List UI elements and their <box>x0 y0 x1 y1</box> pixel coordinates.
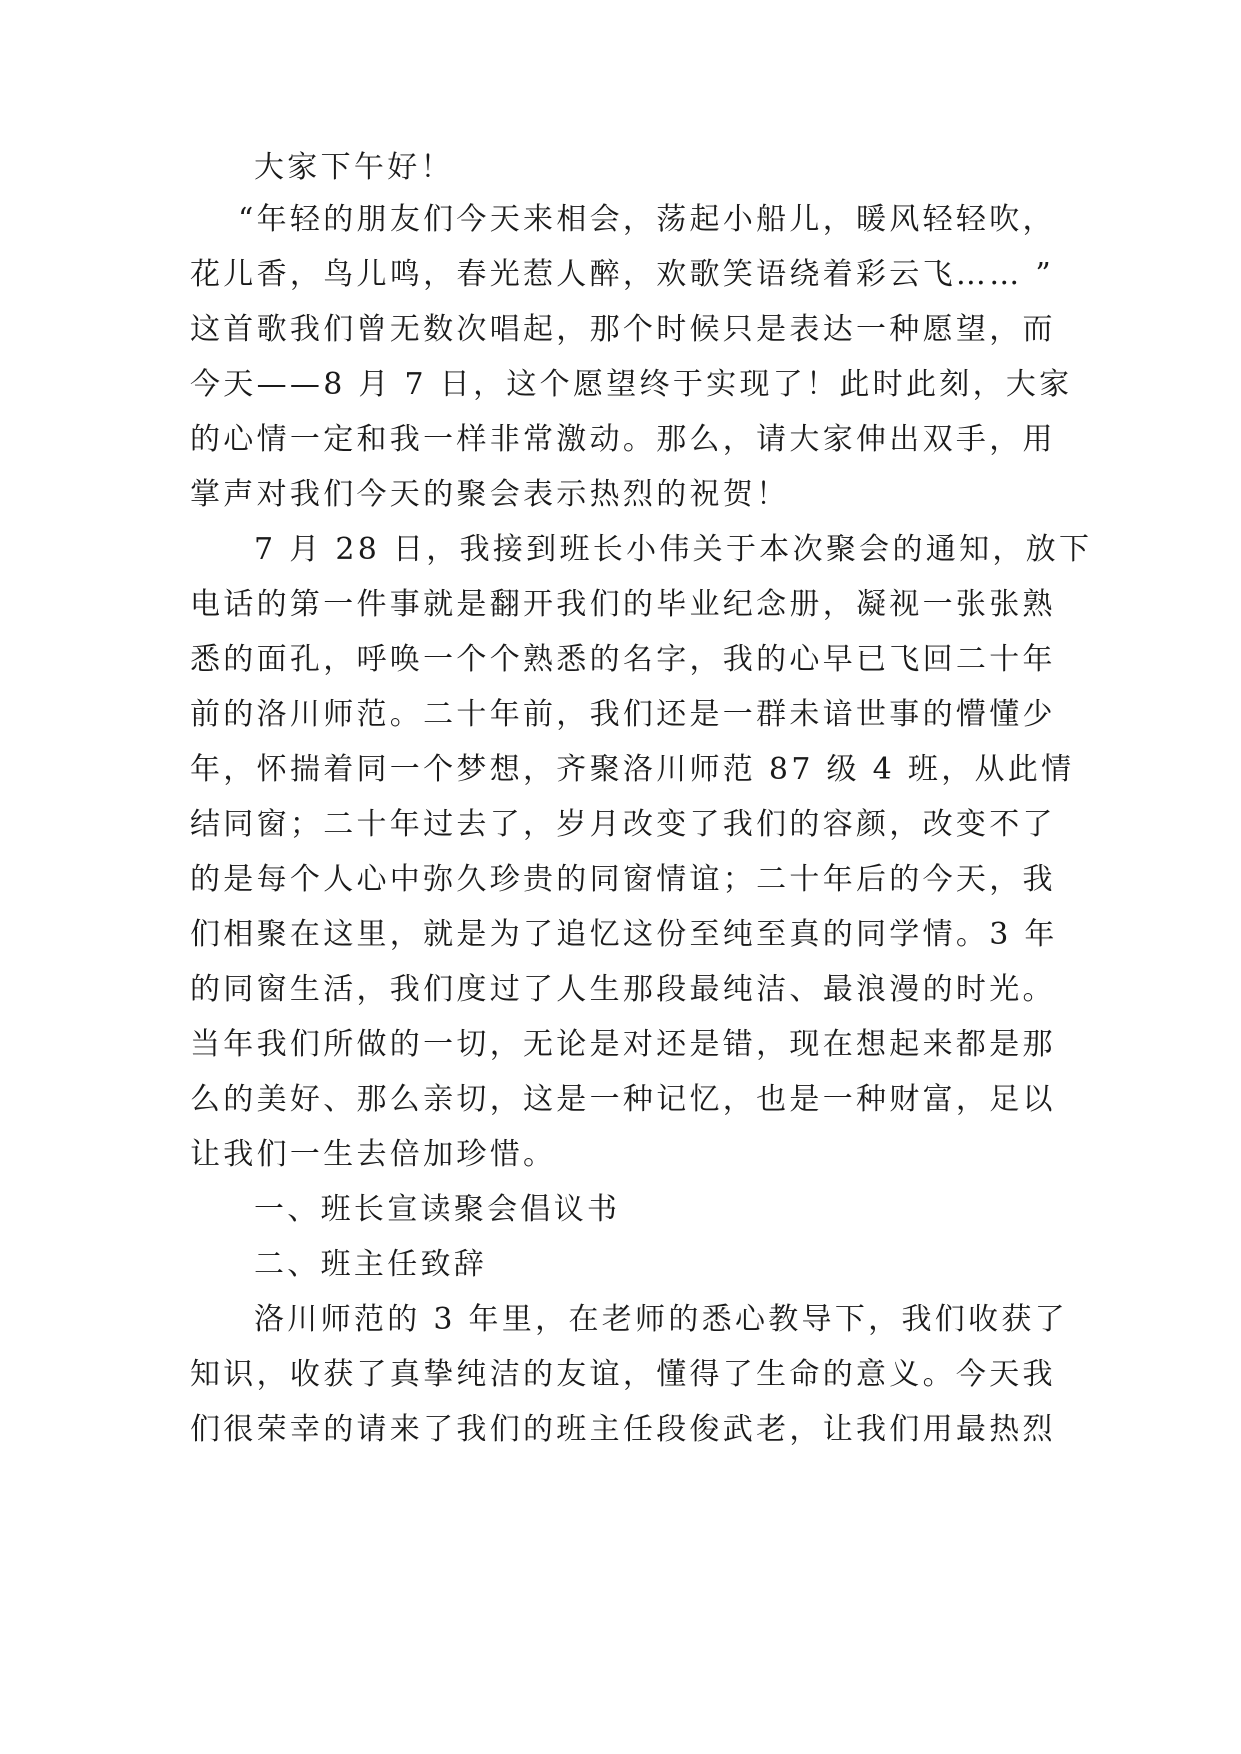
paragraph-line: 们很荣幸的请来了我们的班主任段俊武老，让我们用最热烈 <box>190 1412 1056 1447</box>
paragraph-line: 电话的第一件事就是翻开我们的毕业纪念册，凝视一张张熟 <box>190 587 1056 622</box>
paragraph-line: 年，怀揣着同一个梦想，齐聚洛川师范 87 级 4 班，从此情 <box>190 752 1075 787</box>
paragraph-line: 今天——8 月 7 日，这个愿望终于实现了！此时此刻，大家 <box>190 367 1073 402</box>
greeting-line: 大家下午好！ <box>254 150 454 185</box>
paragraph-line: 的同窗生活，我们度过了人生那段最纯洁、最浪漫的时光。 <box>190 972 1056 1007</box>
paragraph-line: 让我们一生去倍加珍惜。 <box>190 1137 557 1172</box>
paragraph-line: 7 月 28 日，我接到班长小伟关于本次聚会的通知，放下 <box>254 532 1093 567</box>
section-heading: 二、班主任致辞 <box>254 1247 488 1282</box>
paragraph-line: 的是每个人心中弥久珍贵的同窗情谊；二十年后的今天，我 <box>190 862 1056 897</box>
paragraph-line: 的心情一定和我一样非常激动。那么，请大家伸出双手，用 <box>190 422 1056 457</box>
paragraph-line: 花儿香，鸟儿鸣，春光惹人醉，欢歌笑语绕着彩云飞…… ” <box>190 257 1054 292</box>
paragraph-line: 结同窗；二十年过去了，岁月改变了我们的容颜，改变不了 <box>190 807 1056 842</box>
paragraph-line: 这首歌我们曾无数次唱起，那个时候只是表达一种愿望，而 <box>190 312 1056 347</box>
paragraph-line: 们相聚在这里，就是为了追忆这份至纯至真的同学情。3 年 <box>190 917 1058 952</box>
paragraph-line: 洛川师范的 3 年里，在老师的悉心教导下，我们收获了 <box>254 1302 1068 1337</box>
paragraph-line: 当年我们所做的一切，无论是对还是错，现在想起来都是那 <box>190 1027 1056 1062</box>
paragraph-line: 知识，收获了真挚纯洁的友谊，懂得了生命的意义。今天我 <box>190 1357 1056 1392</box>
paragraph-line: 么的美好、那么亲切，这是一种记忆，也是一种财富，足以 <box>190 1082 1056 1117</box>
paragraph-line: “年轻的朋友们今天来相会，荡起小船儿，暖风轻轻吹， <box>238 202 1056 237</box>
section-heading: 一、班长宣读聚会倡议书 <box>254 1192 621 1227</box>
paragraph-line: 前的洛川师范。二十年前，我们还是一群未谙世事的懵懂少 <box>190 697 1056 732</box>
paragraph-line: 悉的面孔，呼唤一个个熟悉的名字，我的心早已飞回二十年 <box>190 642 1056 677</box>
paragraph-line: 掌声对我们今天的聚会表示热烈的祝贺！ <box>190 477 790 512</box>
